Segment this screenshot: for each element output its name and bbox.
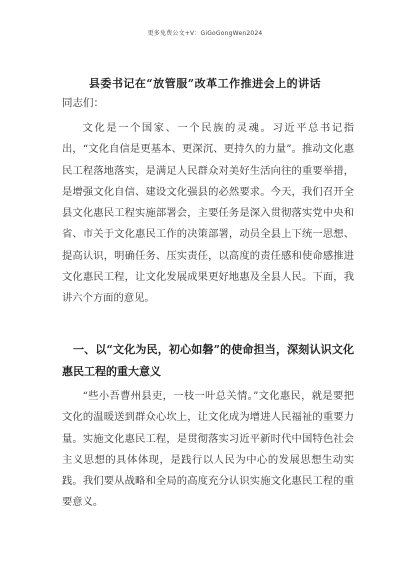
section-paragraph: “些小吾曹州县吏，一枝一叶总关情。”文化惠民，就是要把文化的温暖送到群众心坎上，让文化成为增进人民福祉的重要力量。实施文化惠民工程，是贯彻落实习近平新时代中国特色社会主义思想的具体体现，是践行以人民为中心的发展思想生动实践。我们要从战略和全局的高度充分认识实施文化惠民工程的重要意义。 (62, 390, 354, 509)
document-title: 县委书记在“放管服”改革工作推进会上的讲话 (88, 77, 322, 90)
body-paragraph: 文化是一个国家、一个民族的灵魂。习近平总书记指出，“文化自信是更基本、更深沉、更持久的力量”。推动文化惠民工程落地落实，是满足人民群众对美好生活向往的重要举措，是增强文化自信、建设文化强县的必然要求。今天，我们召开全县文化惠民工程实施部署会，主要任务是深入贯彻落实党中央和省、市关于文化惠民工作的决策部署，动员全县上下统一思想、提高认识，明确任务、压实责任，以高度的责任感和使命感推进文化惠民工程，让文化发展成果更好地惠及全县人民。下面，我讲六个方面的意见。 (62, 122, 354, 305)
salutation: 同志们： (62, 97, 104, 109)
section-heading: 一、以“文化为民，初心如磐”的使命担当，深刻认识文化惠民工程的重大意义 (62, 343, 354, 378)
header-note: 更多免费公文+V：GiGoGongWen2024 (147, 30, 263, 37)
